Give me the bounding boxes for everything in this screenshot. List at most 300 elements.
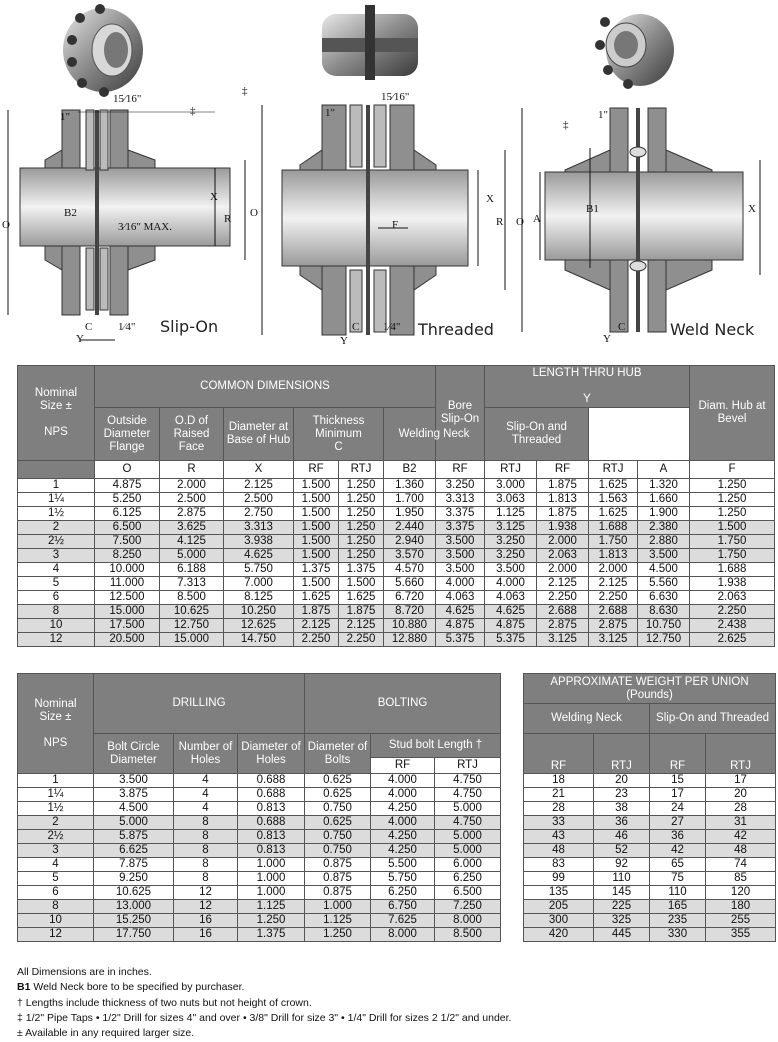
letter-header: B2 <box>384 461 436 479</box>
slip-on-dagger: ‡ <box>190 105 196 117</box>
note-double-dagger: ‡ 1/2" Pipe Taps • 1/2" Drill for sizes 4" and over • 3/8" Drill for size 3" • 1/4" Drill for sizes 2 1/2" and under. <box>17 1011 512 1024</box>
common-dimensions-cell: 6.500 <box>95 521 160 535</box>
letter-header: RTJ <box>589 461 638 479</box>
drilling-bolting-cell: 1.250 <box>238 914 305 928</box>
common-dimensions-cell: 10.880 <box>384 619 436 633</box>
drilling-bolting-row <box>18 858 501 872</box>
nominal2-line3: NPS <box>43 736 68 749</box>
common-dimensions-cell: 1.750 <box>690 535 775 549</box>
common-dimensions-cell: 2.000 <box>589 563 638 577</box>
common-dimensions-row <box>18 619 775 633</box>
letter-header: O <box>95 461 160 479</box>
common-dimensions-cell: 2.688 <box>589 605 638 619</box>
weight-cell: 110 <box>650 886 706 900</box>
drilling-bolting-cell: 4.750 <box>435 774 501 788</box>
weight-cell: 48 <box>706 844 776 858</box>
drilling-bolting-cell: 0.875 <box>305 858 371 872</box>
common-dimensions-cell: 2.250 <box>690 605 775 619</box>
weight-cell: 46 <box>594 830 650 844</box>
weight-row <box>524 914 776 928</box>
common-dimensions-cell: 7.313 <box>160 577 224 591</box>
common-dimensions-cell: 2.875 <box>537 619 589 633</box>
weight-cell: 235 <box>650 914 706 928</box>
common-dimensions-table <box>17 365 775 647</box>
weight-row <box>524 872 776 886</box>
weight-cell: 31 <box>706 816 776 830</box>
common-dimensions-cell: 1.660 <box>638 493 690 507</box>
common-dimensions-cell: 1.375 <box>294 563 339 577</box>
common-dimensions-cell: 2.250 <box>537 591 589 605</box>
weight-cell: 23 <box>594 788 650 802</box>
common-dimensions-cell: 5 <box>18 577 95 591</box>
drilling-bolting-cell: 5.750 <box>371 872 435 886</box>
common-dimensions-cell: 3.500 <box>436 563 485 577</box>
common-dimensions-cell: 4.063 <box>436 591 485 605</box>
footnotes <box>17 965 511 1041</box>
common-dimensions-cell: 1.813 <box>589 549 638 563</box>
weight-cell: 225 <box>594 900 650 914</box>
slip-on-bore-label: B2 <box>64 207 77 219</box>
drilling-bolting-cell: 0.750 <box>305 844 371 858</box>
common-dimensions-header: COMMON DIMENSIONS <box>95 366 436 408</box>
common-dimensions-cell: 1.500 <box>294 549 339 563</box>
letter-header: RTJ <box>339 461 384 479</box>
drilling-bolting-cell: 10.625 <box>94 886 174 900</box>
weight-row <box>524 830 776 844</box>
drilling-bolting-cell: 6.750 <box>371 900 435 914</box>
common-dimensions-cell: 1.875 <box>537 507 589 521</box>
common-dimensions-cell: 1.250 <box>690 493 775 507</box>
drilling-bolting-cell: 1.000 <box>305 900 371 914</box>
drilling-bolting-row <box>18 844 501 858</box>
common-dimensions-cell: 3.000 <box>485 479 537 493</box>
common-dimensions-cell: 7.500 <box>95 535 160 549</box>
weight-wn-rf: RF <box>524 734 594 774</box>
slip-on-gap-label: 3⁄16" MAX. <box>118 221 172 233</box>
common-dimensions-cell: 1.500 <box>294 521 339 535</box>
drilling-bolting-cell: 4.250 <box>371 802 435 816</box>
drilling-bolting-cell: 1.000 <box>238 872 305 886</box>
weight-row <box>524 928 776 942</box>
common-dimensions-cell: 6.630 <box>638 591 690 605</box>
common-dimensions-cell: 1.625 <box>294 591 339 605</box>
thickness-header <box>294 408 384 461</box>
common-dimensions-cell: 2.880 <box>638 535 690 549</box>
weight-row <box>524 788 776 802</box>
threaded-caption: Threaded <box>418 320 494 339</box>
common-dimensions-cell: 20.500 <box>95 633 160 647</box>
threaded-ring-dim: 1" <box>325 107 335 119</box>
drilling-bolting-cell: 6.500 <box>435 886 501 900</box>
drilling-bolting-cell: 5.000 <box>435 802 501 816</box>
weld-neck-photo <box>595 14 674 89</box>
weight-welding-header: Welding Neck <box>524 704 650 734</box>
common-dimensions-cell: 15.000 <box>160 633 224 647</box>
common-dimensions-cell: 1¼ <box>18 493 95 507</box>
stud-rf-header: RF <box>371 758 435 774</box>
weight-cell: 20 <box>594 774 650 788</box>
drilling-bolting-cell: 0.750 <box>305 802 371 816</box>
weight-cell: 20 <box>706 788 776 802</box>
common-dimensions-cell: 3.063 <box>485 493 537 507</box>
drilling-bolting-row <box>18 830 501 844</box>
length-thru-hub-y: Y <box>583 393 591 405</box>
common-dimensions-cell: 2.250 <box>294 633 339 647</box>
threaded-dagger: ‡ <box>242 85 248 97</box>
common-dimensions-row <box>18 633 775 647</box>
slip-on-label-c: C <box>85 321 93 333</box>
weight-cell: 74 <box>706 858 776 872</box>
common-dimensions-cell: 10.750 <box>638 619 690 633</box>
weight-cell: 43 <box>524 830 594 844</box>
weight-row <box>524 802 776 816</box>
weight-cell: 75 <box>650 872 706 886</box>
common-dimensions-cell: 1½ <box>18 507 95 521</box>
common-dimensions-cell: 12.625 <box>224 619 294 633</box>
common-dimensions-cell: 1.360 <box>384 479 436 493</box>
note-dimensions: All Dimensions are in inches. <box>17 966 152 978</box>
threaded-photo <box>322 5 418 80</box>
common-dimensions-cell: 3.500 <box>436 549 485 563</box>
common-dimensions-cell: 2.750 <box>224 507 294 521</box>
weld-neck-label-c: C <box>618 321 626 333</box>
slip-on-ring-dim: 1" <box>60 111 70 123</box>
stud-bolt-header: Stud bolt Length † <box>371 734 501 758</box>
slip-on-label-x: X <box>210 191 218 203</box>
weight-row <box>524 816 776 830</box>
common-dimensions-cell: 3.500 <box>638 549 690 563</box>
weight-cell: 28 <box>524 802 594 816</box>
common-dimensions-cell: 4.570 <box>384 563 436 577</box>
drilling-bolting-cell: 2½ <box>18 830 94 844</box>
common-dimensions-cell: 1.250 <box>339 549 384 563</box>
weight-cell: 205 <box>524 900 594 914</box>
common-dimensions-cell: 1.938 <box>537 521 589 535</box>
common-dimensions-cell: 1.563 <box>589 493 638 507</box>
common-dimensions-cell: 3 <box>18 549 95 563</box>
weight-cell: 420 <box>524 928 594 942</box>
common-dimensions-cell: 4.875 <box>436 619 485 633</box>
weld-neck-diagram <box>516 14 760 345</box>
common-dimensions-cell: 15.000 <box>95 605 160 619</box>
weight-cell: 27 <box>650 816 706 830</box>
common-dimensions-cell: 10 <box>18 619 95 633</box>
weight-cell: 24 <box>650 802 706 816</box>
common-dimensions-cell: 2.250 <box>589 591 638 605</box>
common-dimensions-cell: 1.250 <box>339 507 384 521</box>
stud-rtj-header: RTJ <box>435 758 501 774</box>
nominal-size-header <box>18 366 95 461</box>
common-dimensions-cell: 2.125 <box>339 619 384 633</box>
common-dimensions-cell: 12 <box>18 633 95 647</box>
common-dimensions-cell: 6.188 <box>160 563 224 577</box>
drilling-bolting-cell: 12 <box>18 928 94 942</box>
drilling-bolting-cell: 4 <box>18 858 94 872</box>
diameter-bolts-header: Diameter of Bolts <box>305 734 371 774</box>
common-dimensions-cell: 8.720 <box>384 605 436 619</box>
drilling-bolting-cell: 1¼ <box>18 788 94 802</box>
drilling-bolting-cell: 6.250 <box>435 872 501 886</box>
common-dimensions-cell: 1.500 <box>294 479 339 493</box>
common-dimensions-cell: 1.950 <box>384 507 436 521</box>
common-dimensions-cell: 1.250 <box>339 493 384 507</box>
common-dimensions-cell: 2.125 <box>224 479 294 493</box>
weight-cell: 33 <box>524 816 594 830</box>
weight-row <box>524 774 776 788</box>
weight-cell: 42 <box>706 830 776 844</box>
weight-cell: 85 <box>706 872 776 886</box>
common-dimensions-cell: 1.500 <box>294 507 339 521</box>
common-dimensions-cell: 1 <box>18 479 95 493</box>
drilling-bolting-cell: 8.000 <box>371 928 435 942</box>
common-dimensions-cell: 8.125 <box>224 591 294 605</box>
drilling-bolting-cell: 3.875 <box>94 788 174 802</box>
common-dimensions-cell: 2.438 <box>690 619 775 633</box>
common-dimensions-row <box>18 563 775 577</box>
common-dimensions-cell: 12.500 <box>95 591 160 605</box>
common-dimensions-cell: 6.720 <box>384 591 436 605</box>
drilling-bolting-cell: 6 <box>18 886 94 900</box>
drilling-bolting-cell: 0.875 <box>305 872 371 886</box>
common-dimensions-cell: 2½ <box>18 535 95 549</box>
common-dimensions-cell: 1.938 <box>690 577 775 591</box>
drilling-bolting-cell: 8 <box>18 900 94 914</box>
common-dimensions-cell: 1.250 <box>339 479 384 493</box>
common-dimensions-cell: 3.500 <box>436 535 485 549</box>
drilling-bolting-cell: 6.625 <box>94 844 174 858</box>
common-dimensions-cell: 2.875 <box>160 507 224 521</box>
bolt-circle-header: Bolt Circle Diameter <box>94 734 174 774</box>
weld-neck-ring-dim: 1" <box>598 109 608 121</box>
drilling-bolting-cell: 4.000 <box>371 788 435 802</box>
nominal-header-line1: Nominal <box>34 387 78 399</box>
common-dimensions-cell: 3.250 <box>436 479 485 493</box>
drilling-bolting-cell: 4.000 <box>371 816 435 830</box>
drilling-bolting-cell: 3 <box>18 844 94 858</box>
common-dimensions-cell: 5.250 <box>95 493 160 507</box>
common-dimensions-cell: 10.250 <box>224 605 294 619</box>
letter-header: RF <box>537 461 589 479</box>
common-dimensions-cell: 2.250 <box>339 633 384 647</box>
common-dimensions-cell: 1.875 <box>339 605 384 619</box>
weight-cell: 21 <box>524 788 594 802</box>
drilling-bolting-cell: 0.813 <box>238 844 305 858</box>
common-dimensions-cell: 1.900 <box>638 507 690 521</box>
common-dimensions-cell: 2.500 <box>160 493 224 507</box>
common-dimensions-cell: 3.570 <box>384 549 436 563</box>
common-dimensions-cell: 1.625 <box>339 591 384 605</box>
drilling-bolting-cell: 9.250 <box>94 872 174 886</box>
drilling-bolting-cell: 6.000 <box>435 858 501 872</box>
common-dimensions-cell: 3.125 <box>589 633 638 647</box>
common-dimensions-cell: 8.250 <box>95 549 160 563</box>
common-dimensions-cell: 4.500 <box>638 563 690 577</box>
drilling-bolting-cell: 8 <box>174 816 238 830</box>
weld-neck-label-x: X <box>748 203 756 215</box>
common-dimensions-row <box>18 535 775 549</box>
common-dimensions-cell: 1.813 <box>537 493 589 507</box>
number-holes-header: Number of Holes <box>174 734 238 774</box>
drilling-bolting-row <box>18 872 501 886</box>
common-dimensions-cell: 2.500 <box>224 493 294 507</box>
common-dimensions-cell: 2.000 <box>537 563 589 577</box>
nominal-header-line2: Size ± <box>40 400 72 412</box>
drilling-bolting-cell: 0.813 <box>238 830 305 844</box>
common-dimensions-cell: 2.875 <box>589 619 638 633</box>
length-thru-hub-label: LENGTH THRU HUB <box>532 367 642 379</box>
nominal-size-header-2 <box>18 674 94 774</box>
drilling-bolting-cell: 0.625 <box>305 774 371 788</box>
drilling-bolting-cell: 10 <box>18 914 94 928</box>
weight-cell: 92 <box>594 858 650 872</box>
weight-cell: 17 <box>706 774 776 788</box>
weld-neck-caption: Weld Neck <box>670 320 755 339</box>
drilling-bolting-cell: 1.000 <box>238 886 305 900</box>
threaded-quarter: 1⁄4" <box>383 321 401 333</box>
weight-slipon-header: Slip-On and Threaded <box>650 704 776 734</box>
drilling-bolting-cell: 4 <box>174 788 238 802</box>
common-dimensions-cell: 1.250 <box>339 535 384 549</box>
length-thru-hub-header <box>485 366 690 408</box>
drilling-bolting-cell: 1.250 <box>305 928 371 942</box>
common-dimensions-cell: 2.380 <box>638 521 690 535</box>
drilling-bolting-cell: 0.688 <box>238 816 305 830</box>
common-dimensions-row <box>18 493 775 507</box>
common-dimensions-cell: 3.500 <box>485 563 537 577</box>
common-dimensions-cell: 1.500 <box>294 493 339 507</box>
drilling-bolting-cell: 8 <box>174 872 238 886</box>
flange-diagrams <box>0 0 778 350</box>
drilling-bolting-cell: 0.813 <box>238 802 305 816</box>
weight-cell: 83 <box>524 858 594 872</box>
common-dimensions-cell: 4 <box>18 563 95 577</box>
threaded-label-x: X <box>486 193 494 205</box>
common-dimensions-cell: 4.875 <box>485 619 537 633</box>
drilling-bolting-row <box>18 774 501 788</box>
weight-row <box>524 858 776 872</box>
diam-hub-bevel-header: Diam. Hub at Bevel <box>690 366 775 461</box>
common-dimensions-cell: 17.500 <box>95 619 160 633</box>
drilling-bolting-cell: 13.000 <box>94 900 174 914</box>
drilling-bolting-cell: 7.625 <box>371 914 435 928</box>
slip-on-diagram <box>2 4 245 345</box>
drilling-bolting-cell: 4.500 <box>94 802 174 816</box>
common-dimensions-cell: 4.000 <box>485 577 537 591</box>
weight-cell: 42 <box>650 844 706 858</box>
drilling-bolting-cell: 17.750 <box>94 928 174 942</box>
common-dimensions-cell: 1.688 <box>690 563 775 577</box>
weight-cell: 110 <box>594 872 650 886</box>
drilling-bolting-cell: 0.625 <box>305 816 371 830</box>
common-dimensions-cell: 5.560 <box>638 577 690 591</box>
threaded-label-c: C <box>352 321 360 333</box>
weight-cell: 99 <box>524 872 594 886</box>
common-dimensions-row <box>18 577 775 591</box>
drilling-bolting-cell: 4.250 <box>371 830 435 844</box>
slip-on-photo <box>63 4 143 97</box>
common-dimensions-cell: 2.688 <box>537 605 589 619</box>
common-dimensions-cell: 1.250 <box>690 507 775 521</box>
common-dimensions-cell: 4.000 <box>436 577 485 591</box>
common-dimensions-cell: 2 <box>18 521 95 535</box>
note-b1-text: Weld Neck bore to be specified by purchaser. <box>30 981 245 994</box>
common-dimensions-cell: 4.125 <box>160 535 224 549</box>
common-dimensions-cell: 1.750 <box>690 549 775 563</box>
weight-wn-rtj: RTJ <box>594 734 650 774</box>
drilling-bolting-cell: 0.750 <box>305 830 371 844</box>
drilling-bolting-cell: 1.000 <box>238 858 305 872</box>
weld-neck-bore-label: B1 <box>586 203 599 215</box>
common-dimensions-cell: 4.625 <box>436 605 485 619</box>
weight-cell: 36 <box>594 816 650 830</box>
drilling-bolting-cell: 2 <box>18 816 94 830</box>
weight-cell: 28 <box>706 802 776 816</box>
note-dagger: † Lengths include thickness of two nuts but not height of crown. <box>17 996 312 1009</box>
common-dimensions-cell: 1.500 <box>294 535 339 549</box>
letter-header: R <box>160 461 224 479</box>
weight-row <box>524 900 776 914</box>
drilling-bolting-row <box>18 788 501 802</box>
common-dimensions-cell: 3.625 <box>160 521 224 535</box>
common-dimensions-cell: 2.440 <box>384 521 436 535</box>
common-dimensions-row <box>18 605 775 619</box>
weight-cell: 300 <box>524 914 594 928</box>
letters-blank <box>18 461 95 479</box>
weight-so-rtj: RTJ <box>706 734 776 774</box>
outside-diameter-header: Outside Diameter Flange <box>95 408 160 461</box>
weight-cell: 325 <box>594 914 650 928</box>
weight-cell: 145 <box>594 886 650 900</box>
diameter-holes-header: Diameter of Holes <box>238 734 305 774</box>
drilling-bolting-cell: 5 <box>18 872 94 886</box>
common-dimensions-cell: 2.063 <box>537 549 589 563</box>
common-dimensions-cell: 6 <box>18 591 95 605</box>
note-b1-bold: B1 <box>17 981 31 994</box>
od-raised-face-header: O.D of Raised Face <box>160 408 224 461</box>
common-dimensions-cell: 4.625 <box>485 605 537 619</box>
common-dimensions-cell: 3.313 <box>224 521 294 535</box>
drilling-bolting-cell: 12 <box>174 886 238 900</box>
weight-cell: 165 <box>650 900 706 914</box>
common-dimensions-cell: 2.125 <box>294 619 339 633</box>
common-dimensions-cell: 3.375 <box>436 521 485 535</box>
common-dimensions-cell: 8.630 <box>638 605 690 619</box>
drilling-bolting-cell: 16 <box>174 928 238 942</box>
drilling-bolting-cell: 5.875 <box>94 830 174 844</box>
nominal-header-line3: NPS <box>44 426 68 438</box>
common-dimensions-row <box>18 479 775 493</box>
drilling-bolting-cell: 4.750 <box>435 788 501 802</box>
threaded-label-r: R <box>496 216 504 228</box>
common-dimensions-cell: 1.625 <box>589 507 638 521</box>
common-dimensions-row <box>18 521 775 535</box>
threaded-diagram <box>242 5 505 347</box>
common-dimensions-cell: 3.313 <box>436 493 485 507</box>
drilling-bolting-cell: 5.000 <box>435 830 501 844</box>
common-dimensions-cell: 1.700 <box>384 493 436 507</box>
drilling-bolting-cell: 5.500 <box>371 858 435 872</box>
weld-neck-label-o: O <box>516 216 524 228</box>
common-dimensions-cell: 1.625 <box>589 479 638 493</box>
common-dimensions-cell: 1.875 <box>537 479 589 493</box>
thickness-c: C <box>334 440 343 453</box>
common-dimensions-cell: 1.250 <box>339 521 384 535</box>
common-dimensions-cell: 11.000 <box>95 577 160 591</box>
drilling-bolting-table <box>17 673 501 942</box>
common-dimensions-cell: 7.000 <box>224 577 294 591</box>
weight-cell: 65 <box>650 858 706 872</box>
common-dimensions-row <box>18 591 775 605</box>
